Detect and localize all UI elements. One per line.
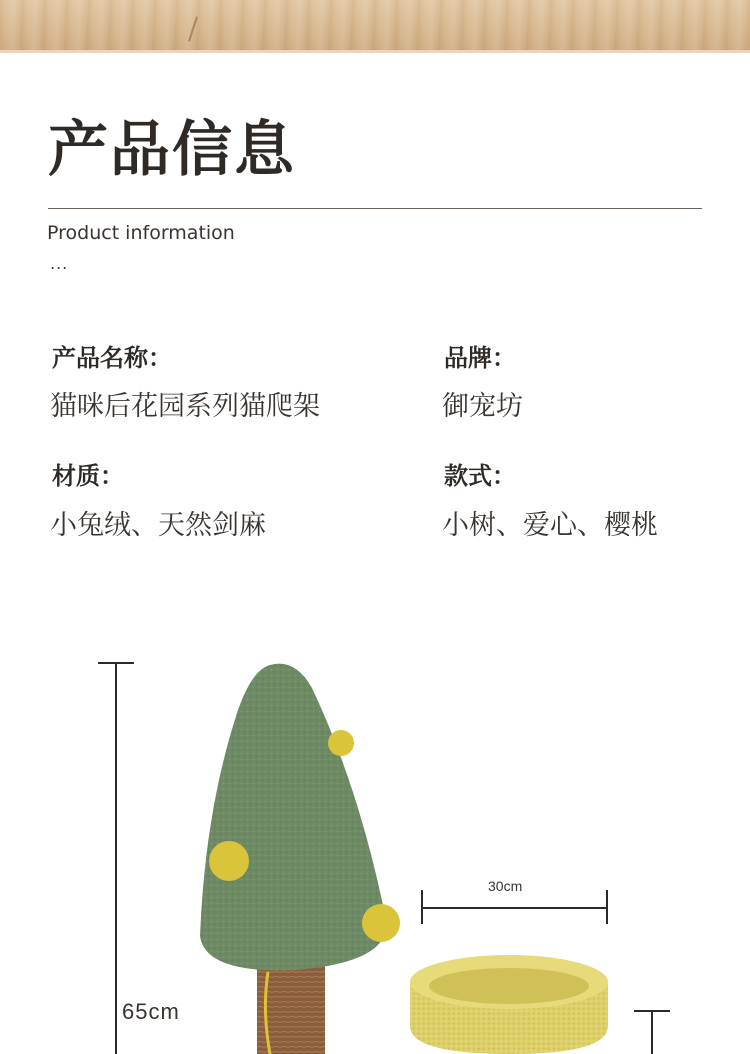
brand-value: 御宠坊 <box>442 391 523 422</box>
bed-height-dimension-line <box>634 1011 670 1054</box>
width-label: 30cm <box>488 878 523 894</box>
page-subtitle: Product information <box>47 222 235 244</box>
product-name-label: 产品名称： <box>52 344 172 372</box>
cat-bed <box>410 955 608 1054</box>
pompom-top <box>328 730 354 756</box>
material-value: 小兔绒、天然剑麻 <box>50 510 266 541</box>
height-dimension-line <box>98 663 134 1054</box>
product-illustration <box>0 560 750 1054</box>
material-label: 材质： <box>52 462 124 490</box>
style-value: 小树、爱心、樱桃 <box>442 510 658 541</box>
product-name-value: 猫咪后花园系列猫爬架 <box>50 391 320 422</box>
subtitle-ellipsis: ... <box>50 254 69 273</box>
wood-banner <box>0 0 750 53</box>
height-label: 65cm <box>122 999 180 1024</box>
page-title: 产品信息 <box>48 115 296 185</box>
style-label: 款式： <box>444 462 516 490</box>
tree-canopy <box>200 664 386 971</box>
pompom-left <box>209 841 249 881</box>
title-divider <box>48 208 702 209</box>
width-dimension-line <box>422 890 607 924</box>
pompom-right <box>362 904 400 942</box>
brand-label: 品牌： <box>444 344 516 372</box>
wood-grain-crack <box>188 16 198 41</box>
